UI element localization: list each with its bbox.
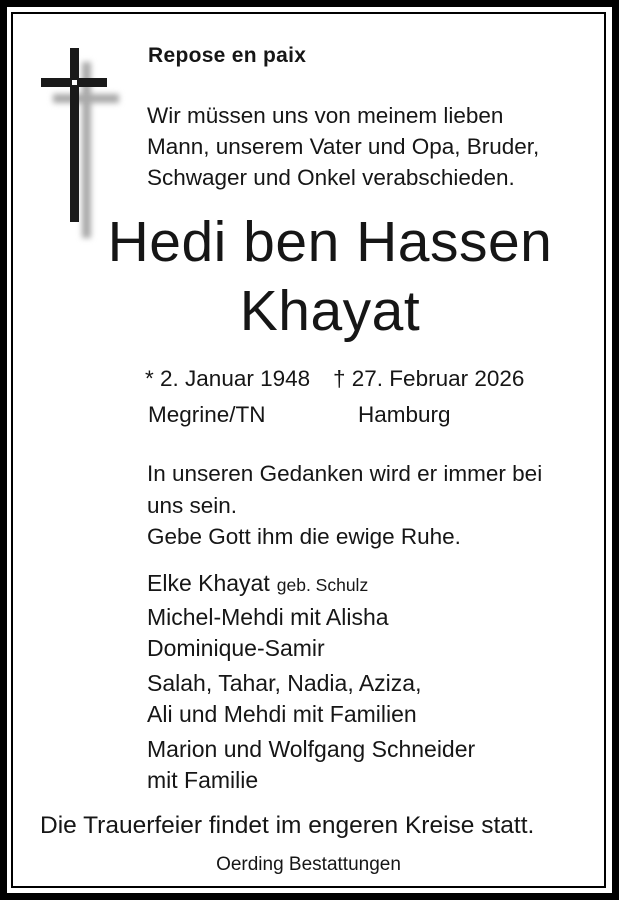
birth-symbol: * bbox=[145, 366, 154, 391]
mourner-line: Dominique-Samir bbox=[147, 635, 325, 661]
death-date-value: 27. Februar 2026 bbox=[351, 366, 525, 391]
deceased-name-line2: Khayat bbox=[239, 279, 421, 343]
mourner-line: Ali und Mehdi mit Familien bbox=[147, 701, 417, 727]
cross-center-dot bbox=[72, 80, 77, 85]
intro-paragraph bbox=[147, 100, 539, 193]
funeral-home: Oerding Bestattungen bbox=[216, 854, 401, 875]
intro-line: Wir müssen uns von meinem lieben bbox=[147, 103, 504, 128]
death-symbol: † bbox=[333, 366, 346, 391]
mourner-line: Marion und Wolfgang Schneider bbox=[147, 735, 476, 762]
birth-date bbox=[145, 366, 310, 392]
cross-shadow-horizontal bbox=[53, 94, 119, 103]
mourner-name: Elke Khayat bbox=[147, 570, 270, 596]
mourner-line bbox=[147, 568, 475, 602]
remembrance-line: In unseren Gedanken wird er immer bei bbox=[147, 461, 543, 486]
mourner-group bbox=[147, 568, 475, 665]
mourner-line: Salah, Tahar, Nadia, Aziza, bbox=[147, 669, 422, 696]
remembrance-line: Gebe Gott ihm die ewige Ruhe. bbox=[147, 524, 461, 549]
intro-line: Mann, unserem Vater und Opa, Bruder, bbox=[147, 134, 540, 159]
birth-date-value: 2. Januar 1948 bbox=[160, 366, 311, 391]
maiden-name: geb. Schulz bbox=[276, 575, 369, 595]
mourners-list bbox=[147, 568, 475, 797]
mourner-line: Michel-Mehdi mit Alisha bbox=[147, 603, 389, 630]
mourner-group bbox=[147, 734, 475, 797]
birth-place: Megrine/TN bbox=[148, 402, 266, 427]
deceased-name bbox=[40, 208, 619, 346]
epitaph: Repose en paix bbox=[148, 44, 307, 67]
deceased-name-line1: Hedi ben Hassen bbox=[107, 210, 553, 274]
mourner-group bbox=[147, 668, 475, 731]
death-date bbox=[333, 366, 524, 392]
funeral-note: Die Trauerfeier findet im engeren Kreise statt. bbox=[40, 812, 535, 839]
cross-vertical-bar bbox=[70, 48, 79, 222]
intro-line: Schwager und Onkel verabschieden. bbox=[147, 165, 515, 190]
remembrance-line: uns sein. bbox=[147, 492, 238, 518]
remembrance-paragraph bbox=[147, 458, 542, 553]
mourner-line: mit Familie bbox=[147, 767, 259, 793]
death-place: Hamburg bbox=[358, 402, 451, 427]
